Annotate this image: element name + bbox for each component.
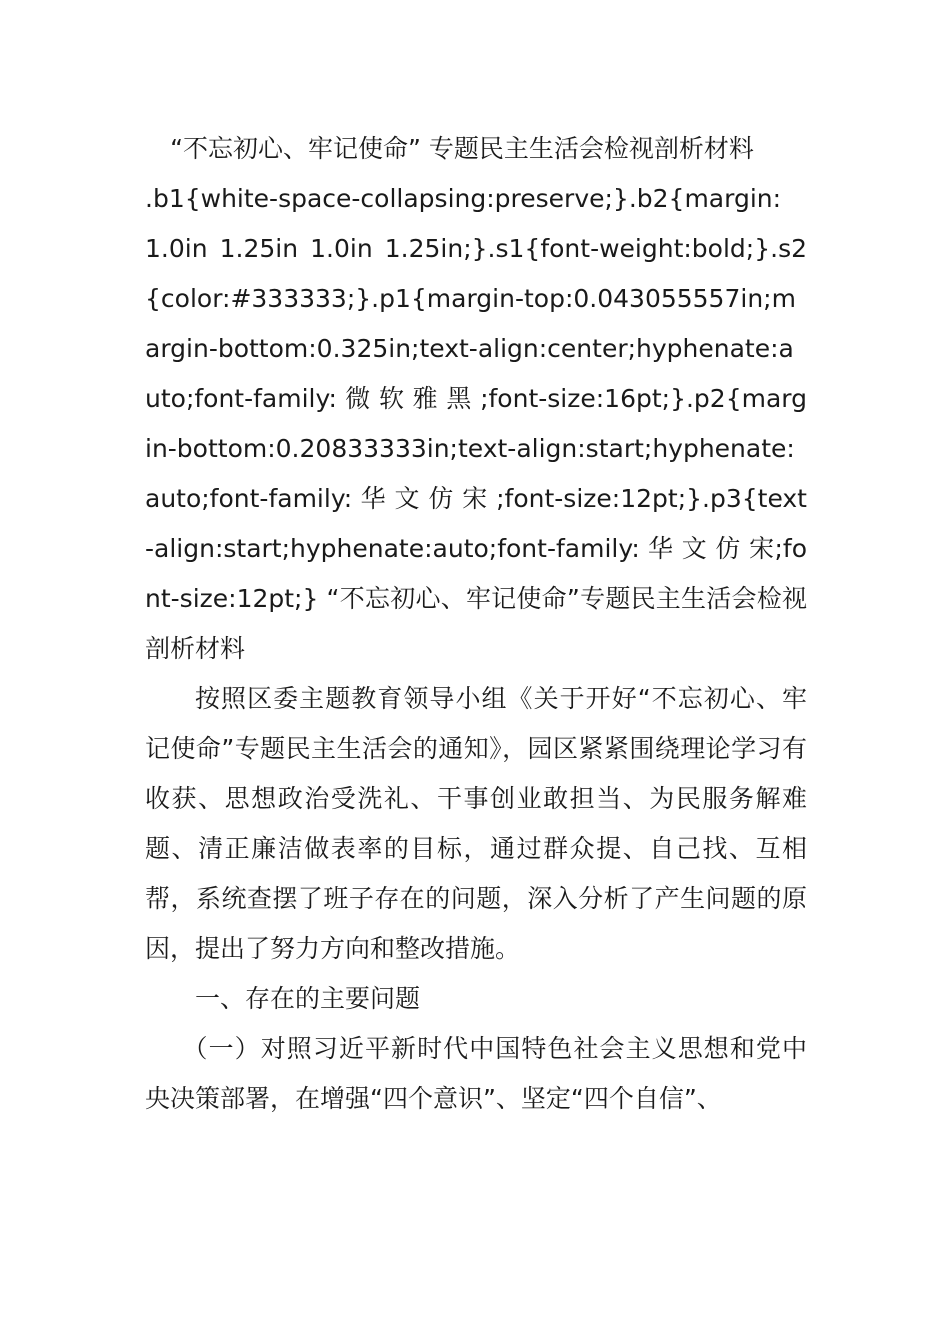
- document-page: [145, 124, 807, 1124]
- section-heading: 一、存在的主要问题: [195, 984, 421, 1013]
- document-title: “不忘初心、牢记使命” 专题民主生活会检视剖析材料: [170, 134, 754, 163]
- leaked-css-text: .b1{white-space-collapsing:preserve;}.b2{margin: 1.0in 1.25in 1.0in 1.25in;}.s1{font-weight:bold;}.s2{color:#333333;}.p1{margin-top:0.043055557in;margin-bottom:0.325in;text-align:center;hyphenate:auto;font-family: 微 软 雅 黑 ;font-size:16pt;}.p2{margin-bottom:0.20833333in;text-align:start;hyphenate:auto;font-family: 华 文 仿 宋 ;font-size:12pt;}.p3{text-align:start;hyphenate:auto;font-family: 华 文 仿 宋;font-size:12pt;} “不忘初心、牢记使命”专题民主生活会检视剖析材料: [145, 184, 807, 663]
- subsection-paragraph: （一）对照习近平新时代中国特色社会主义思想和党中央决策部署，在增强“四个意识”、坚定“四个自信”、: [145, 1034, 807, 1113]
- intro-paragraph: 按照区委主题教育领导小组《关于开好“不忘初心、牢记使命”专题民主生活会的通知》，园区紧紧围绕理论学习有收获、思想政治受洗礼、干事创业敢担当、为民服务解难题、清正廉洁做表率的目标，通过群众提、自己找、互相帮，系统查摆了班子存在的问题，深入分析了产生问题的原因，提出了努力方向和整改措施。: [145, 684, 807, 963]
